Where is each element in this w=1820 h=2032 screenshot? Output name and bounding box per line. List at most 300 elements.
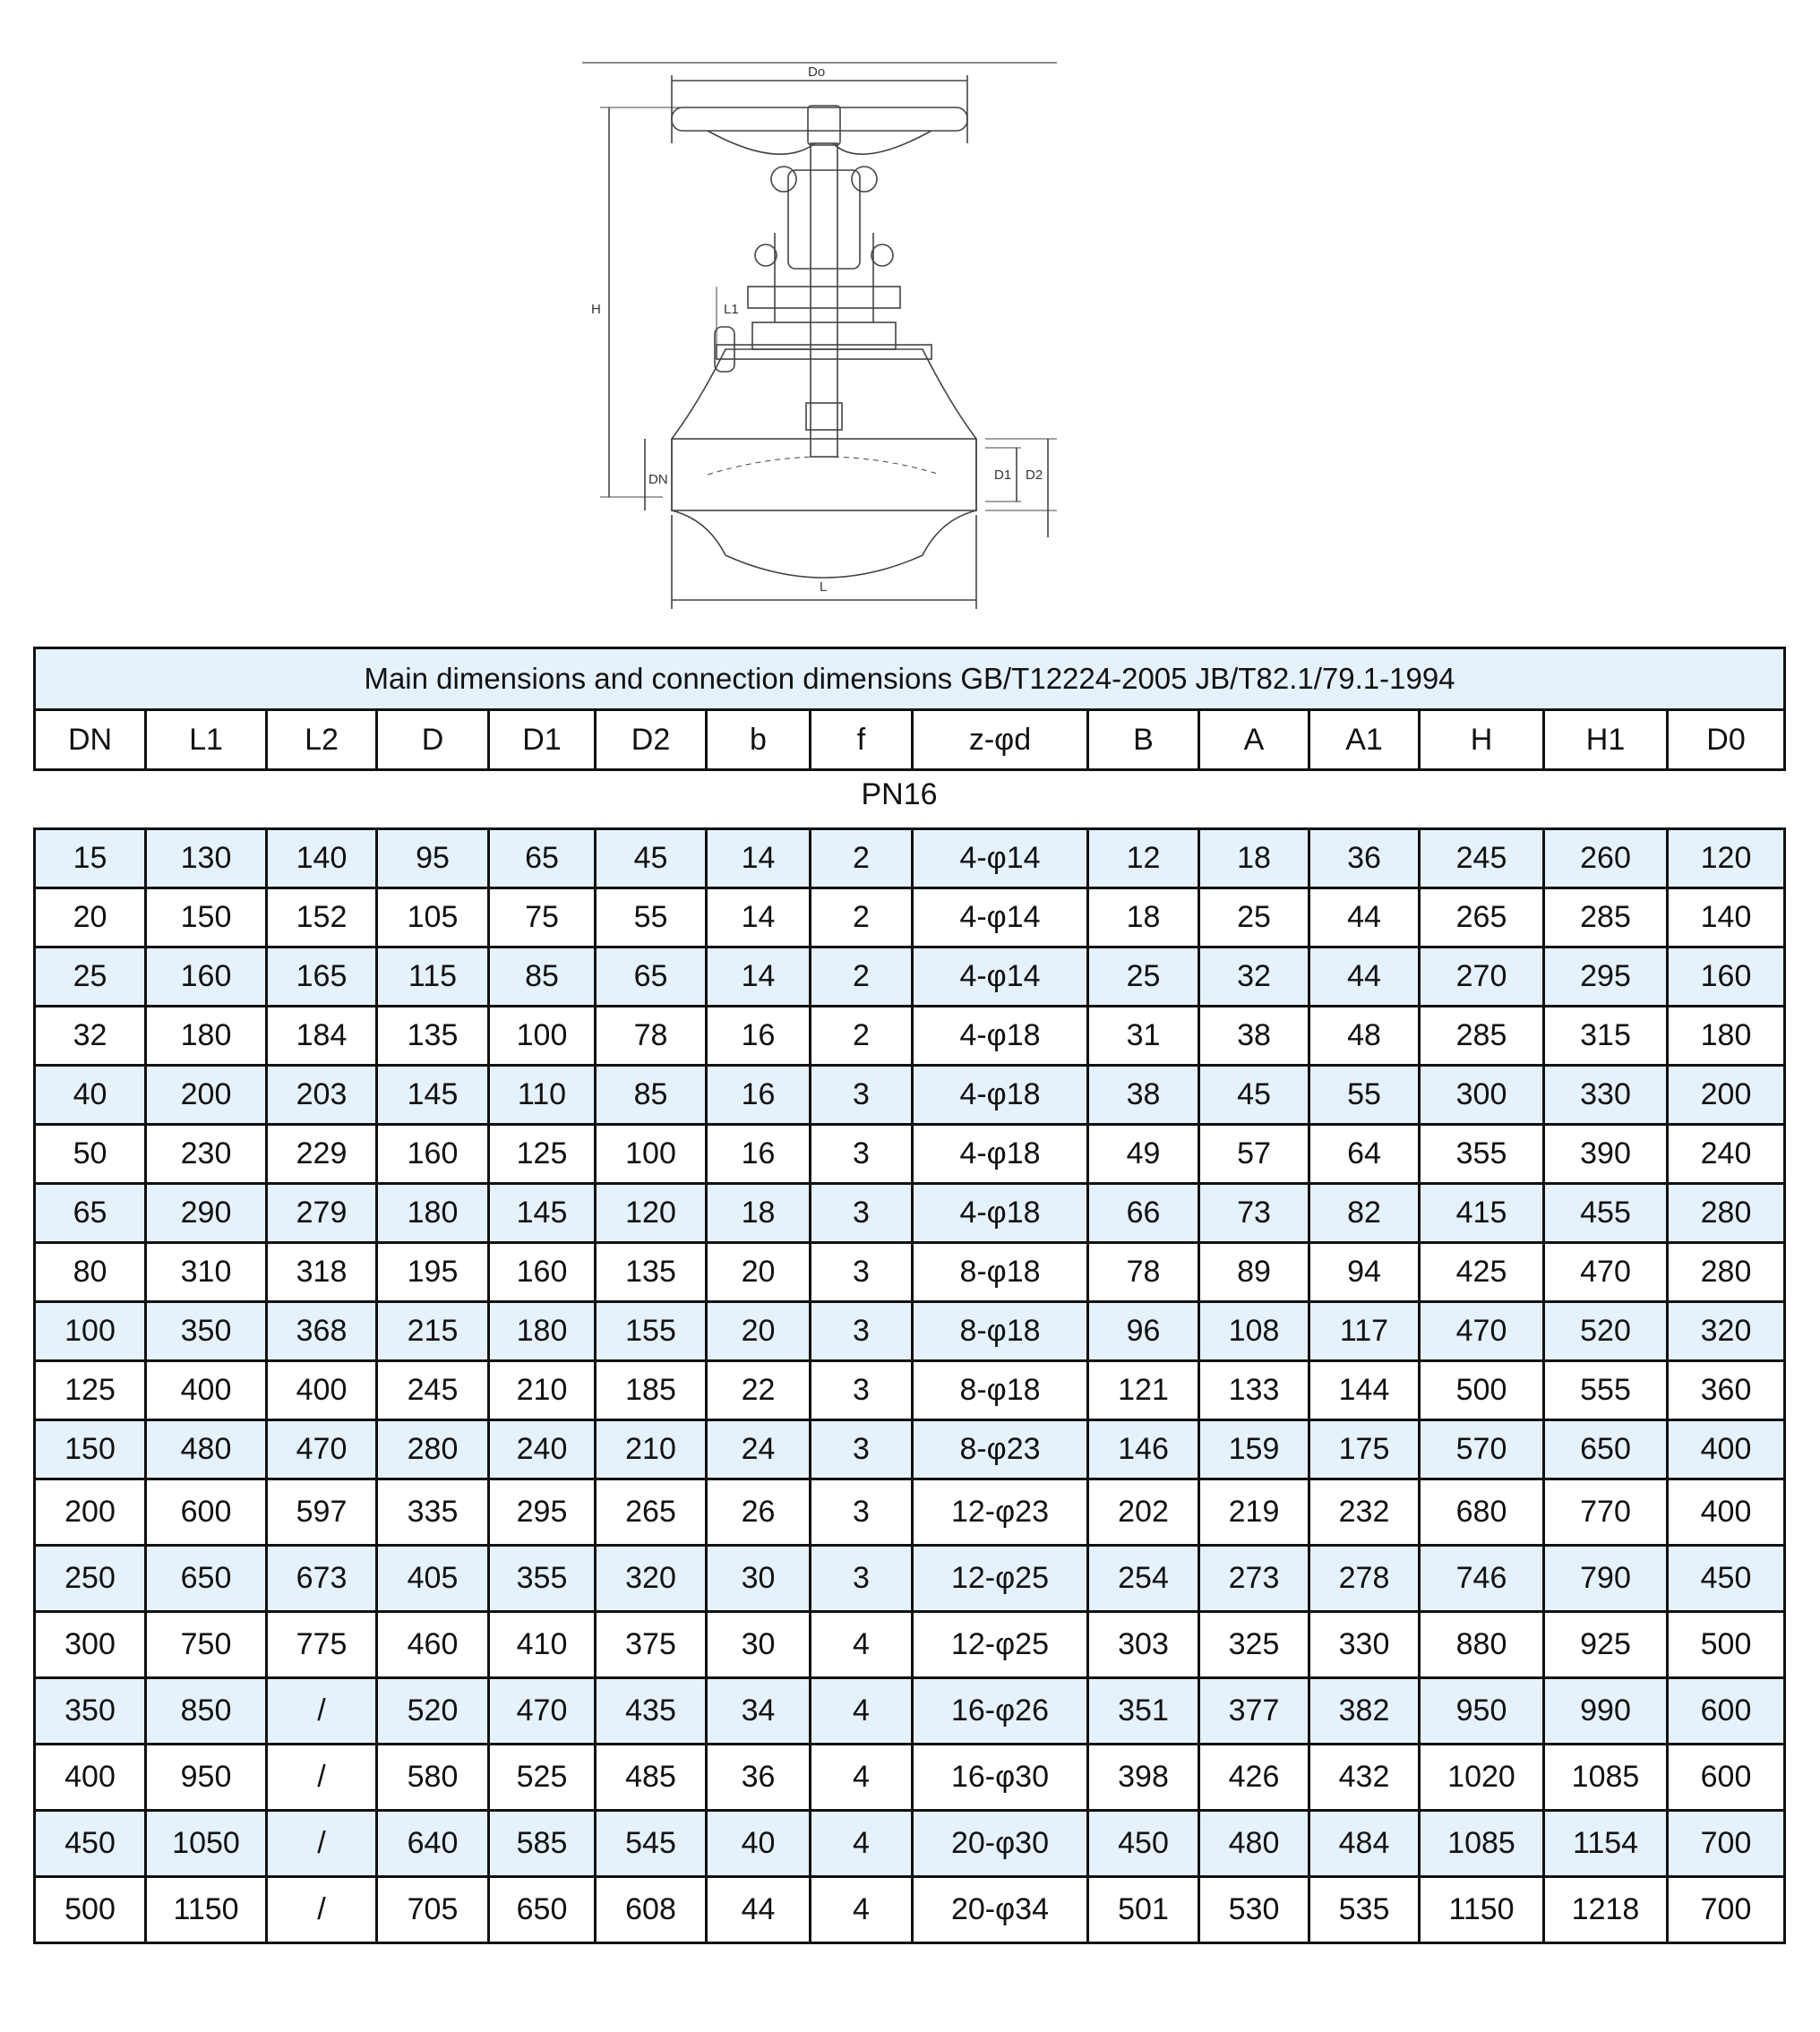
- table-cell: 25: [1199, 888, 1309, 947]
- table-cell: 285: [1420, 1007, 1544, 1066]
- table-cell: 400: [267, 1361, 377, 1420]
- table-row: [35, 1302, 1785, 1361]
- table-cell: 20: [707, 1243, 811, 1302]
- table-cell: 880: [1420, 1612, 1544, 1678]
- table-cell: 32: [35, 1007, 146, 1066]
- dimensions-header-table: [33, 647, 1786, 771]
- table-cell: 49: [1088, 1125, 1199, 1184]
- table-cell: 38: [1088, 1066, 1199, 1125]
- table-cell: 470: [267, 1420, 377, 1479]
- column-header: DN: [35, 710, 146, 770]
- table-cell: 295: [489, 1479, 596, 1546]
- table-cell: 335: [377, 1479, 489, 1546]
- table-cell: 245: [1420, 829, 1544, 888]
- table-cell: 144: [1309, 1361, 1420, 1420]
- table-cell: 100: [596, 1125, 707, 1184]
- table-cell: 25: [1088, 947, 1199, 1007]
- label-d1: D1: [994, 467, 1012, 483]
- table-cell: 746: [1420, 1546, 1544, 1612]
- table-cell: 3: [811, 1302, 913, 1361]
- table-cell: 545: [596, 1811, 707, 1877]
- table-cell: 950: [146, 1745, 267, 1811]
- table-cell: 350: [35, 1678, 146, 1745]
- table-cell: 320: [1668, 1302, 1785, 1361]
- table-cell: 18: [707, 1184, 811, 1243]
- table-cell: 1050: [146, 1811, 267, 1877]
- table-cell: 133: [1199, 1361, 1309, 1420]
- table-cell: 117: [1309, 1302, 1420, 1361]
- table-cell: 146: [1088, 1420, 1199, 1479]
- table-cell: 4: [811, 1811, 913, 1877]
- table-cell: 140: [267, 829, 377, 888]
- table-cell: 36: [1309, 829, 1420, 888]
- table-cell: 425: [1420, 1243, 1544, 1302]
- table-cell: 484: [1309, 1811, 1420, 1877]
- table-cell: 2: [811, 888, 913, 947]
- column-header: L2: [267, 710, 377, 770]
- table-cell: 4: [811, 1612, 913, 1678]
- table-cell: 26: [707, 1479, 811, 1546]
- table-row: [35, 888, 1785, 947]
- table-cell: 40: [707, 1811, 811, 1877]
- table-row: [35, 1243, 1785, 1302]
- table-row: [35, 1546, 1785, 1612]
- table-cell: 110: [489, 1066, 596, 1125]
- table-cell: 415: [1420, 1184, 1544, 1243]
- table-cell: 368: [267, 1302, 377, 1361]
- table-cell: 480: [1199, 1811, 1309, 1877]
- table-cell: 8-φ18: [913, 1243, 1088, 1302]
- table-cell: 135: [596, 1243, 707, 1302]
- table-cell: 700: [1668, 1811, 1785, 1877]
- table-cell: 570: [1420, 1420, 1544, 1479]
- table-cell: 1218: [1544, 1877, 1668, 1943]
- table-cell: 160: [377, 1125, 489, 1184]
- table-cell: 73: [1199, 1184, 1309, 1243]
- table-cell: 180: [377, 1184, 489, 1243]
- label-l: L: [820, 579, 828, 595]
- column-header-row: [35, 710, 1785, 770]
- table-cell: 202: [1088, 1479, 1199, 1546]
- table-cell: 48: [1309, 1007, 1420, 1066]
- table-cell: 16-φ26: [913, 1678, 1088, 1745]
- table-cell: /: [267, 1877, 377, 1943]
- table-cell: 85: [596, 1066, 707, 1125]
- table-cell: 320: [596, 1546, 707, 1612]
- table-cell: 12-φ23: [913, 1479, 1088, 1546]
- table-cell: 580: [377, 1745, 489, 1811]
- table-cell: 44: [1309, 888, 1420, 947]
- table-cell: 250: [35, 1546, 146, 1612]
- table-row: [35, 1184, 1785, 1243]
- table-cell: 650: [1544, 1420, 1668, 1479]
- table-cell: 175: [1309, 1420, 1420, 1479]
- table-cell: 100: [35, 1302, 146, 1361]
- table-cell: 377: [1199, 1678, 1309, 1745]
- table-cell: 30: [707, 1546, 811, 1612]
- table-cell: 200: [35, 1479, 146, 1546]
- table-cell: 195: [377, 1243, 489, 1302]
- table-cell: 1085: [1420, 1811, 1544, 1877]
- table-cell: 790: [1544, 1546, 1668, 1612]
- table-cell: 254: [1088, 1546, 1199, 1612]
- label-do: Do: [808, 64, 826, 80]
- table-row: [35, 1007, 1785, 1066]
- table-cell: 160: [1668, 947, 1785, 1007]
- table-cell: 4-φ18: [913, 1007, 1088, 1066]
- table-row: [35, 1066, 1785, 1125]
- table-cell: 315: [1544, 1007, 1668, 1066]
- table-cell: 125: [35, 1361, 146, 1420]
- table-cell: 96: [1088, 1302, 1199, 1361]
- table-cell: 520: [1544, 1302, 1668, 1361]
- table-cell: 66: [1088, 1184, 1199, 1243]
- table-cell: 55: [596, 888, 707, 947]
- table-cell: 650: [489, 1877, 596, 1943]
- column-header: D2: [596, 710, 707, 770]
- table-cell: 303: [1088, 1612, 1199, 1678]
- table-cell: 95: [377, 829, 489, 888]
- table-cell: 400: [1668, 1479, 1785, 1546]
- table-cell: 850: [146, 1678, 267, 1745]
- table-cell: 470: [1544, 1243, 1668, 1302]
- table-cell: 398: [1088, 1745, 1199, 1811]
- table-cell: 279: [267, 1184, 377, 1243]
- table-cell: 535: [1309, 1877, 1420, 1943]
- table-cell: 135: [377, 1007, 489, 1066]
- table-cell: 65: [489, 829, 596, 888]
- column-header: B: [1088, 710, 1199, 770]
- table-cell: 500: [1420, 1361, 1544, 1420]
- table-cell: 650: [146, 1546, 267, 1612]
- column-header: f: [811, 710, 913, 770]
- table-cell: 185: [596, 1361, 707, 1420]
- table-cell: 165: [267, 947, 377, 1007]
- table-title: Main dimensions and connection dimensions GB/T12224-2005 JB/T82.1/79.1-1994: [35, 648, 1785, 710]
- table-cell: 180: [146, 1007, 267, 1066]
- table-cell: 8-φ18: [913, 1361, 1088, 1420]
- table-cell: 31: [1088, 1007, 1199, 1066]
- table-row: [35, 1361, 1785, 1420]
- table-cell: 470: [489, 1678, 596, 1745]
- column-header: D0: [1668, 710, 1785, 770]
- table-cell: 12: [1088, 829, 1199, 888]
- table-cell: 44: [1309, 947, 1420, 1007]
- table-cell: 75: [489, 888, 596, 947]
- table-cell: 525: [489, 1745, 596, 1811]
- table-cell: 260: [1544, 829, 1668, 888]
- table-cell: 152: [267, 888, 377, 947]
- table-cell: 115: [377, 947, 489, 1007]
- table-cell: 3: [811, 1546, 913, 1612]
- table-row: [35, 1745, 1785, 1811]
- table-cell: 14: [707, 947, 811, 1007]
- table-row: [35, 1811, 1785, 1877]
- table-cell: 30: [707, 1612, 811, 1678]
- table-cell: 501: [1088, 1877, 1199, 1943]
- table-cell: 50: [35, 1125, 146, 1184]
- table-cell: 12-φ25: [913, 1612, 1088, 1678]
- table-cell: 15: [35, 829, 146, 888]
- table-cell: 78: [596, 1007, 707, 1066]
- table-cell: 455: [1544, 1184, 1668, 1243]
- table-cell: 4-φ14: [913, 829, 1088, 888]
- table-cell: 330: [1309, 1612, 1420, 1678]
- table-cell: 325: [1199, 1612, 1309, 1678]
- table-cell: 265: [1420, 888, 1544, 947]
- table-cell: 3: [811, 1420, 913, 1479]
- table-cell: 400: [1668, 1420, 1785, 1479]
- table-cell: 229: [267, 1125, 377, 1184]
- table-cell: 285: [1544, 888, 1668, 947]
- table-cell: 120: [596, 1184, 707, 1243]
- valve-drawing-svg: [573, 54, 1075, 618]
- table-cell: 470: [1420, 1302, 1544, 1361]
- table-cell: 105: [377, 888, 489, 947]
- table-cell: 4-φ18: [913, 1184, 1088, 1243]
- table-cell: 585: [489, 1811, 596, 1877]
- table-cell: 597: [267, 1479, 377, 1546]
- table-cell: 4: [811, 1877, 913, 1943]
- label-h: H: [591, 302, 601, 317]
- table-cell: 4-φ14: [913, 888, 1088, 947]
- table-cell: 140: [1668, 888, 1785, 947]
- table-cell: 555: [1544, 1361, 1668, 1420]
- table-cell: 160: [146, 947, 267, 1007]
- table-row: [35, 829, 1785, 888]
- valve-drawing: [573, 54, 1075, 618]
- table-cell: 160: [489, 1243, 596, 1302]
- table-cell: 14: [707, 888, 811, 947]
- table-cell: 300: [1420, 1066, 1544, 1125]
- table-cell: 350: [146, 1302, 267, 1361]
- table-cell: 203: [267, 1066, 377, 1125]
- table-cell: 65: [35, 1184, 146, 1243]
- table-cell: 950: [1420, 1678, 1544, 1745]
- table-cell: 608: [596, 1877, 707, 1943]
- table-cell: 145: [377, 1066, 489, 1125]
- table-cell: 435: [596, 1678, 707, 1745]
- table-cell: 64: [1309, 1125, 1420, 1184]
- table-cell: 3: [811, 1184, 913, 1243]
- table-cell: 351: [1088, 1678, 1199, 1745]
- table-cell: 85: [489, 947, 596, 1007]
- table-cell: 210: [596, 1420, 707, 1479]
- table-row: [35, 1877, 1785, 1943]
- table-cell: 673: [267, 1546, 377, 1612]
- table-cell: 20: [35, 888, 146, 947]
- table-cell: 310: [146, 1243, 267, 1302]
- table-cell: /: [267, 1678, 377, 1745]
- table-cell: 200: [146, 1066, 267, 1125]
- table-cell: 215: [377, 1302, 489, 1361]
- table-cell: 20-φ34: [913, 1877, 1088, 1943]
- table-cell: /: [267, 1811, 377, 1877]
- table-cell: 460: [377, 1612, 489, 1678]
- table-row: [35, 1678, 1785, 1745]
- table-cell: 34: [707, 1678, 811, 1745]
- table-cell: 700: [1668, 1877, 1785, 1943]
- table-cell: 318: [267, 1243, 377, 1302]
- table-cell: 155: [596, 1302, 707, 1361]
- table-cell: 108: [1199, 1302, 1309, 1361]
- table-cell: 57: [1199, 1125, 1309, 1184]
- table-cell: 16: [707, 1066, 811, 1125]
- table-cell: 89: [1199, 1243, 1309, 1302]
- table-cell: 265: [596, 1479, 707, 1546]
- table-cell: 184: [267, 1007, 377, 1066]
- table-cell: 3: [811, 1243, 913, 1302]
- table-cell: 20-φ30: [913, 1811, 1088, 1877]
- table-cell: 219: [1199, 1479, 1309, 1546]
- table-cell: 18: [1088, 888, 1199, 947]
- table-cell: 12-φ25: [913, 1546, 1088, 1612]
- table-cell: 355: [1420, 1125, 1544, 1184]
- table-cell: 18: [1199, 829, 1309, 888]
- table-cell: 4-φ18: [913, 1066, 1088, 1125]
- table-cell: 2: [811, 1007, 913, 1066]
- table-cell: 485: [596, 1745, 707, 1811]
- table-cell: 1150: [1420, 1877, 1544, 1943]
- table-cell: 32: [1199, 947, 1309, 1007]
- table-cell: 16-φ30: [913, 1745, 1088, 1811]
- table-cell: 16: [707, 1007, 811, 1066]
- table-cell: 355: [489, 1546, 596, 1612]
- table-cell: 36: [707, 1745, 811, 1811]
- table-row: [35, 1125, 1785, 1184]
- table-cell: 405: [377, 1546, 489, 1612]
- table-cell: 121: [1088, 1361, 1199, 1420]
- table-cell: 38: [1199, 1007, 1309, 1066]
- table-cell: 600: [146, 1479, 267, 1546]
- table-cell: 400: [35, 1745, 146, 1811]
- table-cell: 1154: [1544, 1811, 1668, 1877]
- table-cell: 240: [1668, 1125, 1785, 1184]
- table-cell: 390: [1544, 1125, 1668, 1184]
- column-header: D1: [489, 710, 596, 770]
- table-cell: 680: [1420, 1479, 1544, 1546]
- table-cell: 450: [1088, 1811, 1199, 1877]
- table-cell: 410: [489, 1612, 596, 1678]
- table-cell: 278: [1309, 1546, 1420, 1612]
- table-cell: 240: [489, 1420, 596, 1479]
- table-cell: 640: [377, 1811, 489, 1877]
- table-cell: 770: [1544, 1479, 1668, 1546]
- table-cell: 2: [811, 829, 913, 888]
- column-header: L1: [146, 710, 267, 770]
- column-header: A: [1199, 710, 1309, 770]
- table-cell: 22: [707, 1361, 811, 1420]
- table-cell: 330: [1544, 1066, 1668, 1125]
- table-cell: 500: [35, 1877, 146, 1943]
- column-header: z-φd: [913, 710, 1088, 770]
- table-row: [35, 1420, 1785, 1479]
- table-cell: 40: [35, 1066, 146, 1125]
- label-dn: DN: [648, 472, 668, 487]
- table-cell: 14: [707, 829, 811, 888]
- table-cell: 230: [146, 1125, 267, 1184]
- table-cell: 45: [596, 829, 707, 888]
- table-cell: 3: [811, 1125, 913, 1184]
- table-cell: 65: [596, 947, 707, 1007]
- table-cell: 600: [1668, 1745, 1785, 1811]
- table-cell: 273: [1199, 1546, 1309, 1612]
- table-cell: 450: [35, 1811, 146, 1877]
- table-row: [35, 947, 1785, 1007]
- table-cell: 232: [1309, 1479, 1420, 1546]
- table-cell: 400: [146, 1361, 267, 1420]
- label-l1: L1: [724, 302, 739, 317]
- table-cell: 80: [35, 1243, 146, 1302]
- table-cell: 100: [489, 1007, 596, 1066]
- table-cell: 1085: [1544, 1745, 1668, 1811]
- table-cell: 3: [811, 1066, 913, 1125]
- table-cell: /: [267, 1745, 377, 1811]
- table-cell: 94: [1309, 1243, 1420, 1302]
- table-cell: 4-φ18: [913, 1125, 1088, 1184]
- table-cell: 520: [377, 1678, 489, 1745]
- table-cell: 4-φ14: [913, 947, 1088, 1007]
- table-cell: 426: [1199, 1745, 1309, 1811]
- table-cell: 360: [1668, 1361, 1785, 1420]
- table-cell: 245: [377, 1361, 489, 1420]
- table-cell: 290: [146, 1184, 267, 1243]
- table-cell: 4: [811, 1745, 913, 1811]
- table-cell: 125: [489, 1125, 596, 1184]
- table-row: [35, 1479, 1785, 1546]
- table-cell: 200: [1668, 1066, 1785, 1125]
- column-header: H1: [1544, 710, 1668, 770]
- column-header: D: [377, 710, 489, 770]
- table-cell: 775: [267, 1612, 377, 1678]
- table-cell: 295: [1544, 947, 1668, 1007]
- table-cell: 150: [35, 1420, 146, 1479]
- table-cell: 4: [811, 1678, 913, 1745]
- table-cell: 3: [811, 1479, 913, 1546]
- label-d2: D2: [1026, 467, 1043, 483]
- table-cell: 210: [489, 1361, 596, 1420]
- table-cell: 150: [146, 888, 267, 947]
- table-cell: 450: [1668, 1546, 1785, 1612]
- column-header: b: [707, 710, 811, 770]
- table-cell: 180: [489, 1302, 596, 1361]
- table-cell: 3: [811, 1361, 913, 1420]
- table-cell: 55: [1309, 1066, 1420, 1125]
- table-cell: 78: [1088, 1243, 1199, 1302]
- table-cell: 16: [707, 1125, 811, 1184]
- table-cell: 20: [707, 1302, 811, 1361]
- table-cell: 82: [1309, 1184, 1420, 1243]
- table-cell: 159: [1199, 1420, 1309, 1479]
- table-cell: 280: [1668, 1184, 1785, 1243]
- dimensions-data-table: [33, 827, 1786, 1944]
- table-cell: 8-φ18: [913, 1302, 1088, 1361]
- table-cell: 2: [811, 947, 913, 1007]
- table-cell: 705: [377, 1877, 489, 1943]
- column-header: H: [1420, 710, 1544, 770]
- table-cell: 45: [1199, 1066, 1309, 1125]
- table-cell: 530: [1199, 1877, 1309, 1943]
- table-cell: 180: [1668, 1007, 1785, 1066]
- table-row: [35, 1612, 1785, 1678]
- table-cell: 120: [1668, 829, 1785, 888]
- table-cell: 8-φ23: [913, 1420, 1088, 1479]
- table-cell: 375: [596, 1612, 707, 1678]
- table-cell: 44: [707, 1877, 811, 1943]
- table-cell: 270: [1420, 947, 1544, 1007]
- table-cell: 1150: [146, 1877, 267, 1943]
- table-cell: 300: [35, 1612, 146, 1678]
